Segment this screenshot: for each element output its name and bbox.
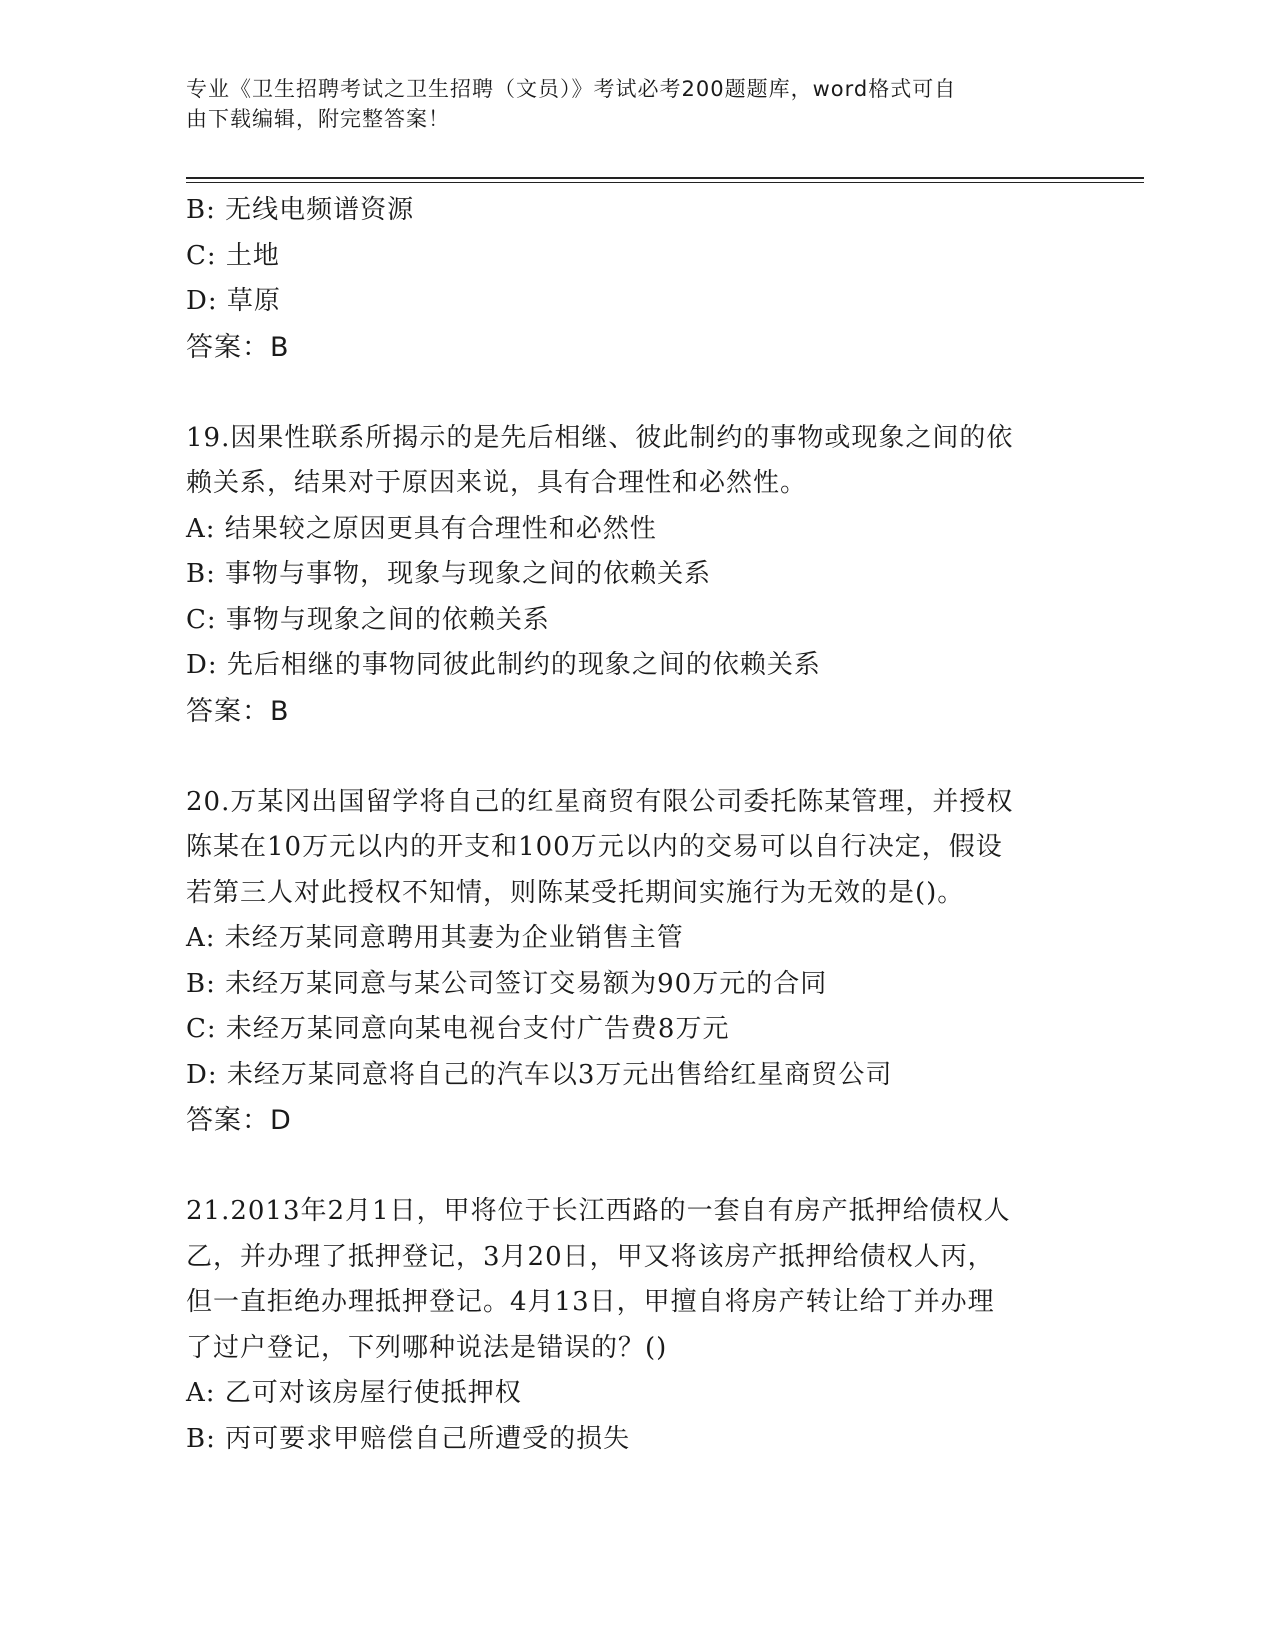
question-stem-line: 21.2013年2月1日，甲将位于长江西路的一套自有房产抵押给债权人 bbox=[186, 1196, 1011, 1226]
spacer bbox=[186, 370, 1096, 416]
header-line-1: 专业《卫生招聘考试之卫生招聘（文员）》考试必考200题题库，word格式可自 bbox=[186, 77, 957, 101]
question-stem-line: 赖关系，结果对于原因来说，具有合理性和必然性。 bbox=[186, 468, 808, 498]
question-stem-line: 若第三人对此授权不知情，则陈某受托期间实施行为无效的是()。 bbox=[186, 877, 965, 908]
question-stem-line: 20.万某冈出国留学将自己的红星商贸有限公司委托陈某管理，并授权 bbox=[186, 786, 1014, 817]
question-list bbox=[186, 188, 1096, 1462]
answer: 答案：B bbox=[186, 331, 290, 363]
option-d: D: 草原 bbox=[186, 286, 281, 316]
option-b: B: 未经万某同意与某公司签订交易额为90万元的合同 bbox=[186, 968, 828, 999]
option-c: C: 事物与现象之间的依赖关系 bbox=[186, 604, 550, 635]
question-19 bbox=[186, 416, 1096, 735]
header-divider-thick bbox=[186, 177, 1144, 179]
option-a: A: 乙可对该房屋行使抵押权 bbox=[186, 1378, 522, 1408]
header-divider-thin bbox=[186, 182, 1144, 183]
option-c: C: 土地 bbox=[186, 240, 280, 271]
option-b: B: 无线电频谱资源 bbox=[186, 195, 415, 225]
spacer bbox=[186, 734, 1096, 780]
question-stem-line: 乙，并办理了抵押登记，3月20日，甲又将该房产抵押给债权人丙， bbox=[186, 1241, 995, 1272]
option-a: A: 结果较之原因更具有合理性和必然性 bbox=[186, 513, 657, 544]
question-21 bbox=[186, 1189, 1096, 1462]
option-b: B: 丙可要求甲赔偿自己所遭受的损失 bbox=[186, 1423, 631, 1454]
option-d: D: 未经万某同意将自己的汽车以3万元出售给红星商贸公司 bbox=[186, 1059, 893, 1090]
question-stem-line: 19.因果性联系所揭示的是先后相继、彼此制约的事物或现象之间的依 bbox=[186, 422, 1014, 453]
answer: 答案：D bbox=[186, 1105, 292, 1136]
header-line-2: 由下载编辑，附完整答案！ bbox=[186, 107, 450, 131]
question-stem-line: 陈某在10万元以内的开支和100万元以内的交易可以自行决定，假设 bbox=[186, 832, 1003, 862]
spacer bbox=[186, 1144, 1096, 1190]
option-d: D: 先后相继的事物同彼此制约的现象之间的依赖关系 bbox=[186, 650, 821, 680]
option-b: B: 事物与事物，现象与现象之间的依赖关系 bbox=[186, 559, 712, 589]
option-c: C: 未经万某同意向某电视台支付广告费8万元 bbox=[186, 1014, 730, 1044]
page-header bbox=[186, 74, 1086, 134]
question-20 bbox=[186, 780, 1096, 1144]
question-stem-line: 但一直拒绝办理抵押登记。4月13日，甲擅自将房产转让给丁并办理 bbox=[186, 1287, 995, 1317]
question-stem-line: 了过户登记，下列哪种说法是错误的？() bbox=[186, 1332, 668, 1363]
answer: 答案：B bbox=[186, 695, 290, 727]
question-18-tail bbox=[186, 188, 1096, 370]
option-a: A: 未经万某同意聘用其妻为企业销售主管 bbox=[186, 923, 684, 953]
